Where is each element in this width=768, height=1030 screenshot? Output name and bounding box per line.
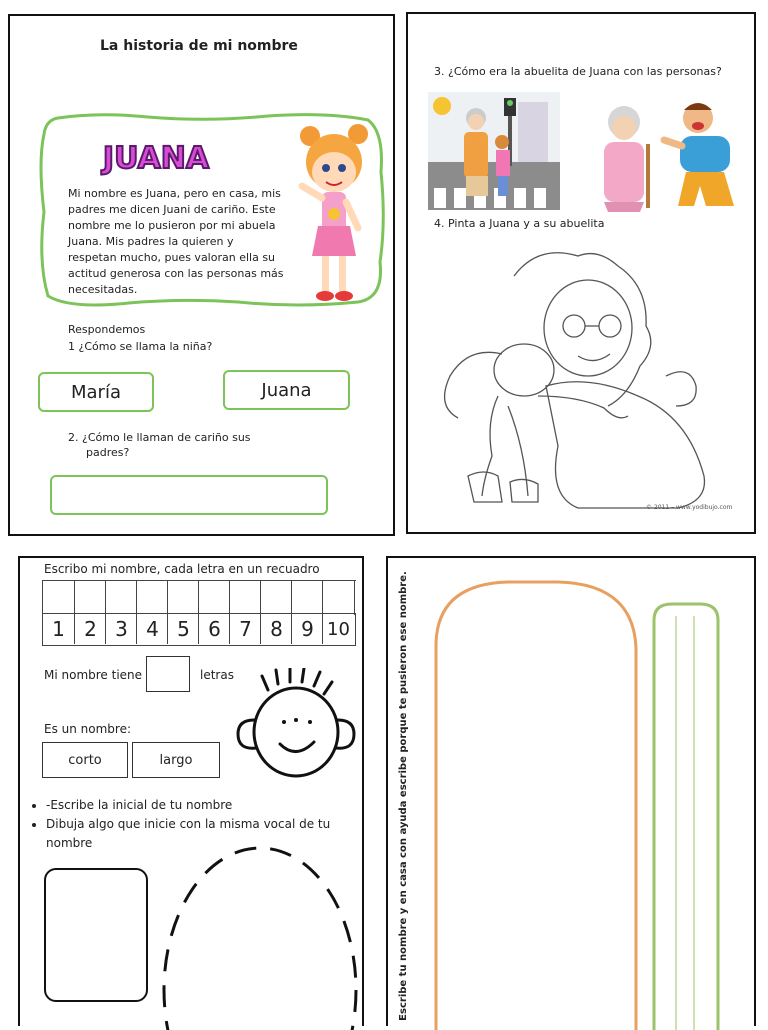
number-cell: 6 <box>198 614 230 644</box>
number-cell: 10 <box>322 614 354 644</box>
initial-letter-box[interactable] <box>44 868 148 1002</box>
number-cell: 8 <box>260 614 292 644</box>
question-2-line1: 2. ¿Cómo le llaman de cariño sus <box>68 431 251 444</box>
letter-count-label: Mi nombre tiene <box>44 668 143 682</box>
name-type-label: Es un nombre: <box>44 722 132 736</box>
number-cell: 3 <box>105 614 137 644</box>
vertical-instruction: Escribe tu nombre y en casa con ayuda escribe porque te pusieron ese nombre. <box>398 571 409 1021</box>
letter-box[interactable] <box>291 581 323 615</box>
writing-strip-green[interactable] <box>648 598 724 1030</box>
letter-box[interactable] <box>43 581 74 615</box>
coloring-hug-illustration <box>428 246 746 514</box>
crossing-street-illustration <box>428 92 560 210</box>
name-grid-header: Escribo mi nombre, cada letra en un recuadro <box>44 562 320 576</box>
number-cell: 1 <box>52 617 65 641</box>
letter-box[interactable] <box>322 581 355 615</box>
question-3: 3. ¿Cómo era la abuelita de Juana con las personas? <box>434 65 722 78</box>
letter-box[interactable] <box>136 581 168 615</box>
number-row <box>42 614 356 646</box>
letter-box[interactable] <box>74 581 106 615</box>
juana-girl-illustration <box>288 116 380 306</box>
story-paragraph: Mi nombre es Juana, pero en casa, mis padres me dicen Juani de cariño. Este nombre me lo pusieron por mi abuela Juana. Mis padres la quieren y respetan mucho, pues valoran ella su actitud generosa con las personas más necesitadas. <box>68 187 284 296</box>
number-cell: 4 <box>136 614 168 644</box>
instruction-1: • -Escribe la inicial de tu nombre <box>46 796 366 815</box>
grandma-and-man-illustration <box>574 94 748 214</box>
question-1: 1 ¿Cómo se llama la niña? <box>68 340 213 353</box>
letter-count-box[interactable] <box>146 656 190 692</box>
number-cell: 2 <box>74 614 106 644</box>
worksheet-panel-story <box>8 14 395 536</box>
question-2-line2: padres? <box>86 446 130 459</box>
letter-boxes-row <box>42 580 356 614</box>
question-4: 4. Pinta a Juana y a su abuelita <box>434 217 605 230</box>
section-heading: Respondemos <box>68 323 146 336</box>
name-banner <box>76 134 236 178</box>
page-title: La historia de mi nombre <box>100 38 298 54</box>
worksheet-panel-grandma <box>406 12 756 534</box>
instruction-2: • Dibuja algo que inicie con la misma vocal de tu nombre <box>46 815 366 853</box>
number-cell: 7 <box>229 614 261 644</box>
image-credit: © 2011 – www.yodibujo.com <box>646 504 733 511</box>
answer-option-maria[interactable]: María <box>38 372 154 412</box>
letter-box[interactable] <box>260 581 292 615</box>
letter-box[interactable] <box>167 581 199 615</box>
name-banner-text: JUANA <box>102 141 210 176</box>
letter-count-suffix: letras <box>200 668 234 682</box>
worksheet-panel-name-story <box>386 556 756 1026</box>
writing-area-orange[interactable] <box>428 576 648 1030</box>
answer-field-q2[interactable] <box>50 475 328 515</box>
letter-box[interactable] <box>105 581 137 615</box>
letter-box[interactable] <box>229 581 261 615</box>
dashed-drawing-circle[interactable] <box>158 840 362 1030</box>
option-long[interactable]: largo <box>132 742 220 778</box>
worksheet-panel-my-name <box>18 556 364 1026</box>
number-cell: 5 <box>167 614 199 644</box>
number-cell: 9 <box>291 614 323 644</box>
smiling-face-illustration <box>232 668 356 784</box>
answer-option-juana[interactable]: Juana <box>223 370 350 410</box>
option-short[interactable]: corto <box>42 742 128 778</box>
letter-box[interactable] <box>198 581 230 615</box>
